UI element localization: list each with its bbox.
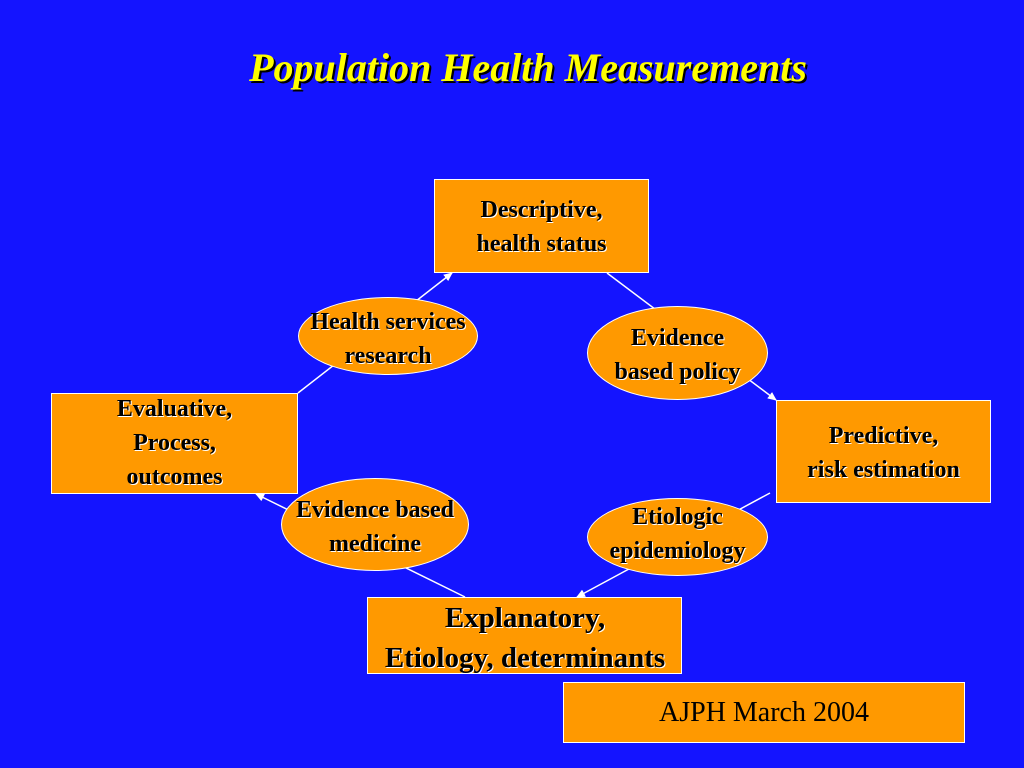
evidence-based-medicine-label: Evidence based medicine (295, 497, 454, 557)
health-services-research-label: Health services research (310, 309, 466, 369)
descriptive-label: Descriptive, health status (476, 197, 607, 257)
evidence-based-policy-label: Evidence based policy (614, 325, 741, 385)
source-citation: AJPH March 2004 (563, 682, 965, 743)
etiologic-epidemiology-label: Etiologic epidemiology (609, 504, 746, 564)
slide-title: Population Health Measurements (249, 45, 807, 90)
explanatory-label: Explanatory, Etiology, determinants (384, 602, 666, 674)
evaluative-label: Evaluative, Process, outcomes (116, 396, 233, 490)
predictive-label: Predictive, risk estimation (807, 423, 960, 483)
